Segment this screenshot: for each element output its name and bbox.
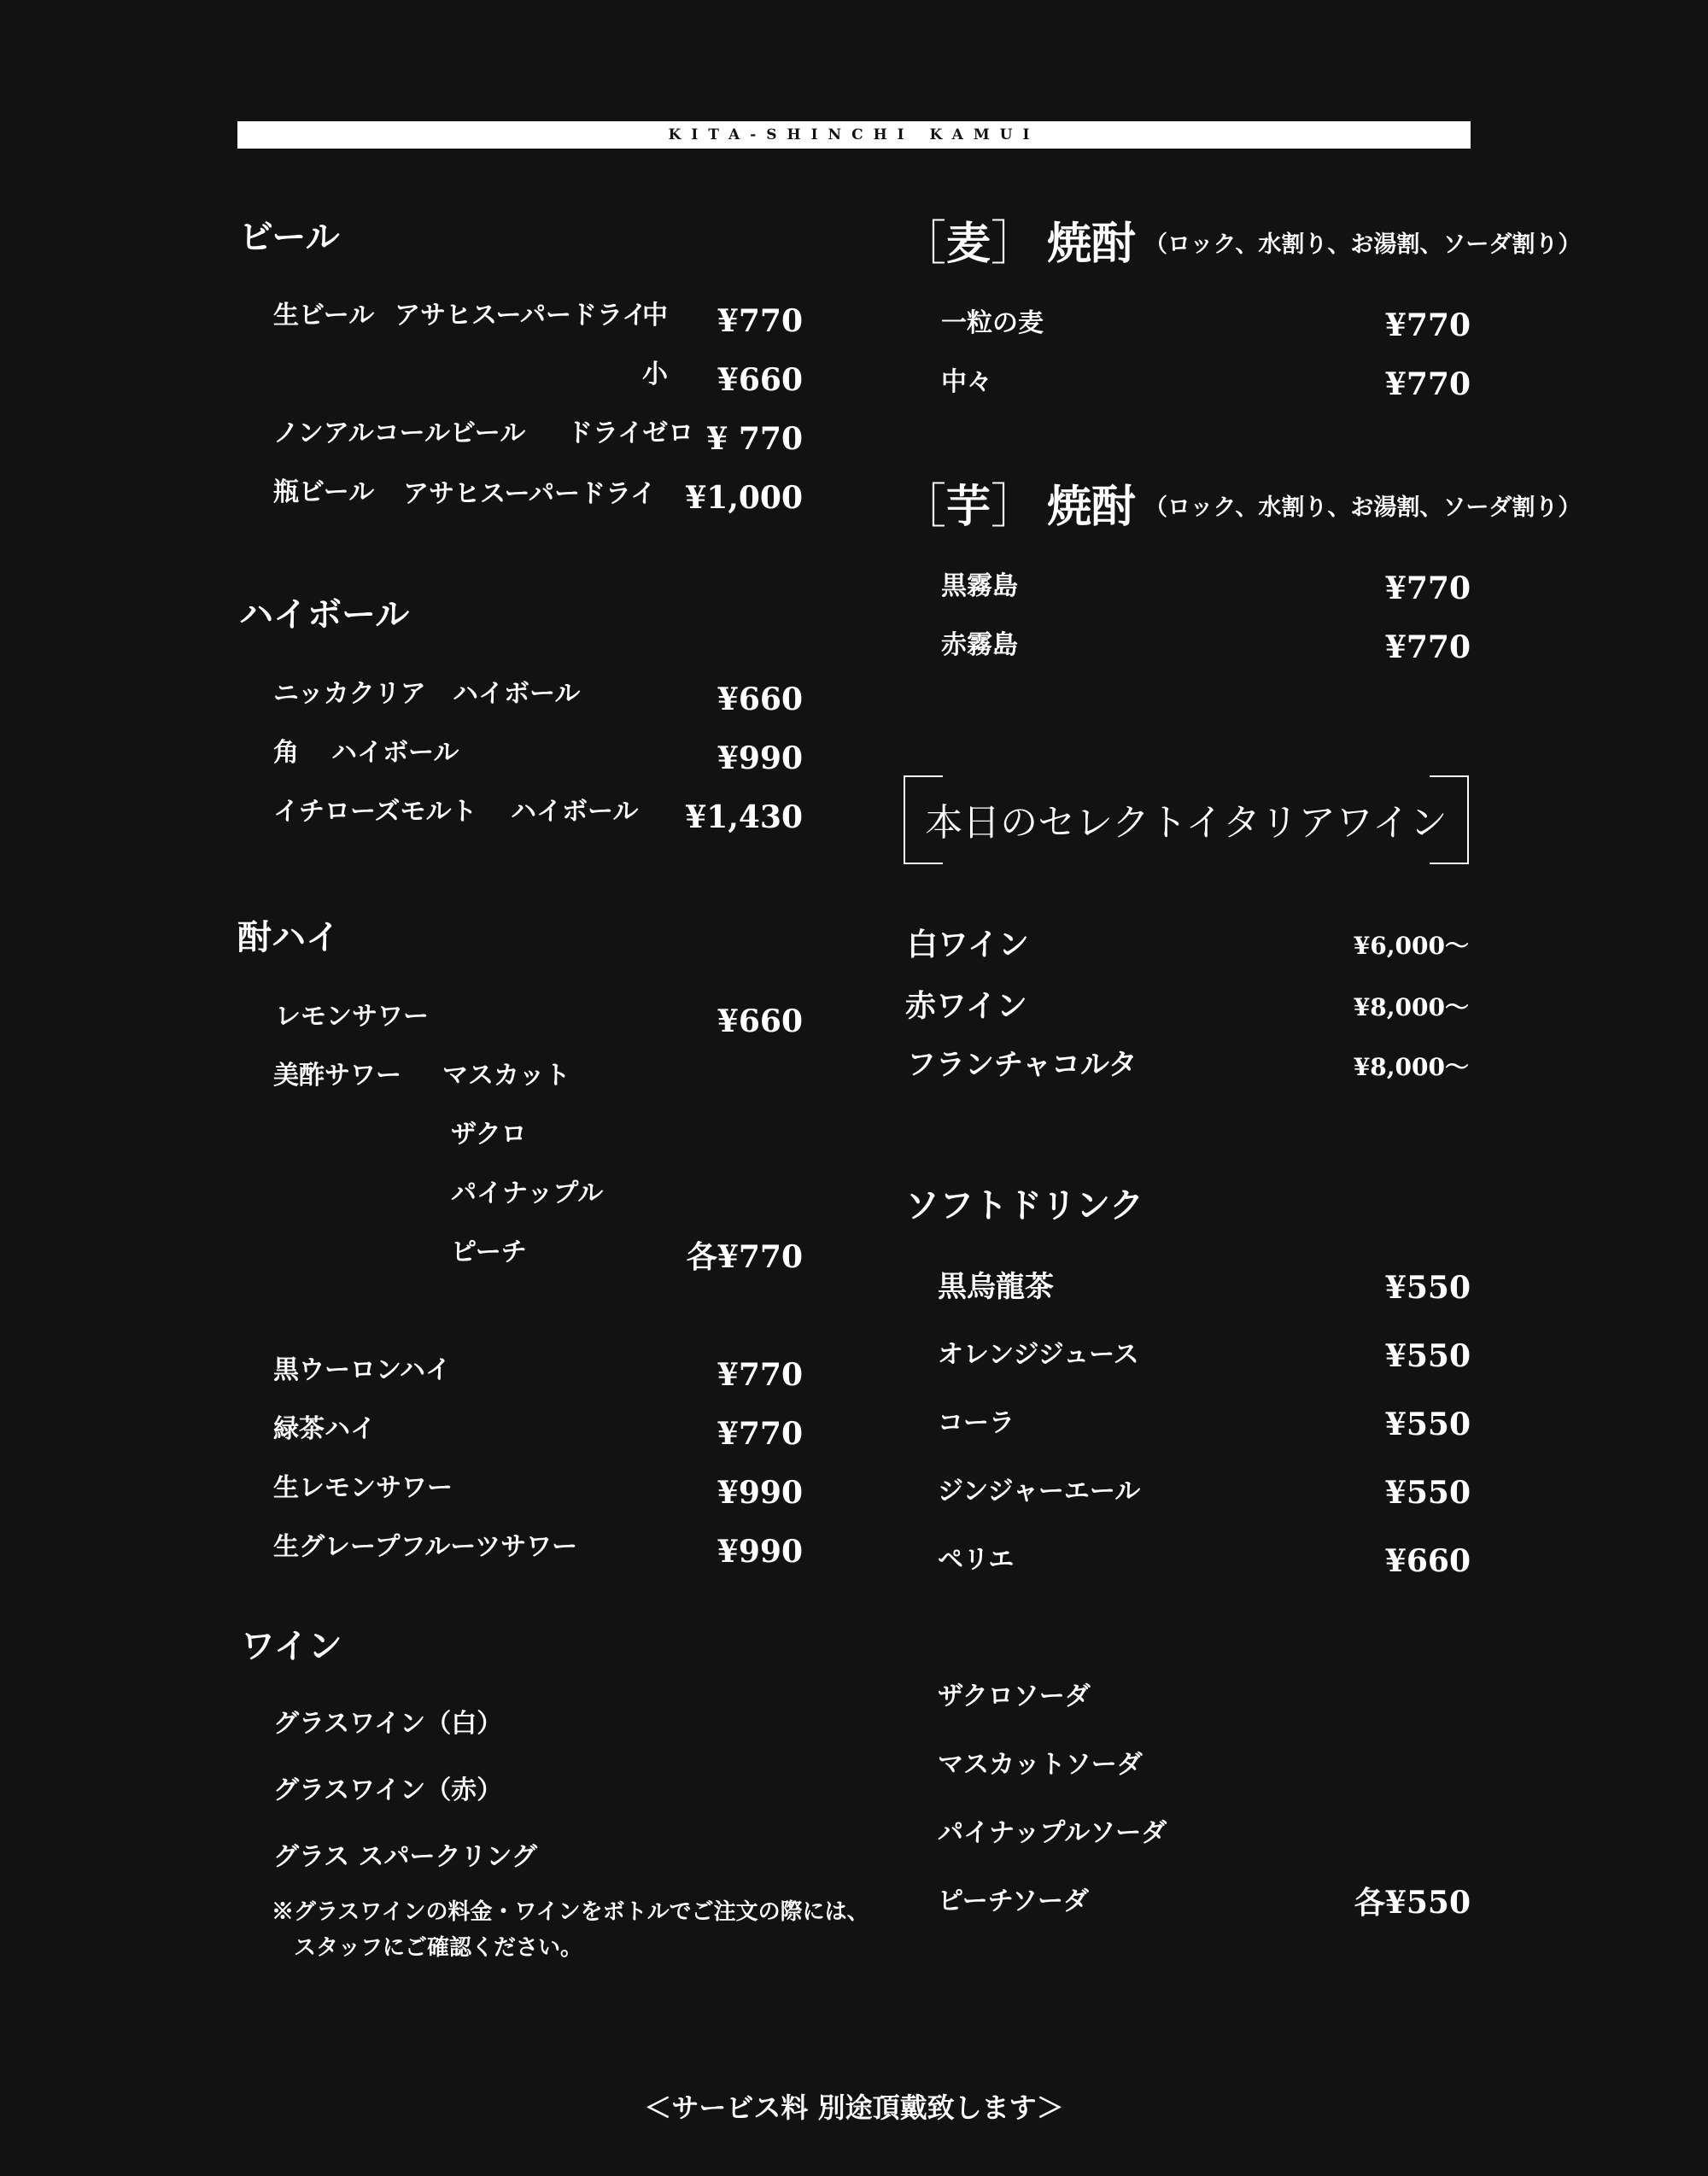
- bracket-open: ［: [898, 216, 946, 272]
- beer-size-medium: 中: [642, 301, 668, 330]
- wine-item: グラス スパークリング: [273, 1842, 537, 1872]
- category-chuhai: 酎ハイ: [237, 917, 340, 957]
- category-imo-shochu: [898, 479, 1582, 535]
- chuhai-lemon-price: ¥660: [717, 1003, 803, 1039]
- soft-item-name: ジンジャーエール: [938, 1477, 1141, 1506]
- imo-item-name: 赤霧島: [941, 630, 1018, 660]
- soft-item-name: コーラ: [938, 1408, 1015, 1438]
- chuhai-bisu-name: 美酢サワー: [273, 1061, 401, 1091]
- shochu-serving-note: （ロック、水割り、お湯割、ソーダ割り）: [1144, 494, 1582, 521]
- category-highball: ハイボール: [239, 594, 410, 635]
- chuhai-bisu-flavor: パイナップル: [451, 1179, 604, 1208]
- mugi-item-price: ¥770: [1384, 366, 1471, 402]
- beer-nonalcohol-price: ¥ 770: [706, 421, 803, 457]
- italian-wine-price: ¥8,000～: [1353, 1053, 1469, 1081]
- chuhai-bisu-flavor: ザクロ: [451, 1120, 527, 1149]
- mugi-item-name: 中々: [941, 367, 992, 397]
- imo-item-price: ¥770: [1384, 629, 1471, 665]
- bracket-close: ］: [991, 216, 1039, 272]
- beer-draft-name: 生ビール: [273, 301, 375, 330]
- highball-item-sub: ハイボール: [453, 679, 581, 709]
- mugi-item-price: ¥770: [1384, 307, 1471, 343]
- italian-wine-item: 白ワイン: [907, 927, 1029, 962]
- shochu-title: 焼酎: [1047, 481, 1137, 533]
- italian-wine-price: ¥6,000～: [1353, 932, 1469, 960]
- italian-wine-frame: [904, 775, 1469, 863]
- highball-item-name: イチローズモルト: [273, 797, 477, 827]
- chuhai-item-name: 緑茶ハイ: [273, 1414, 376, 1444]
- imo-item-name: 黒霧島: [941, 571, 1018, 601]
- highball-item-sub: ハイボール: [331, 738, 459, 768]
- shochu-type: 麦: [946, 218, 991, 270]
- italian-wine-item: 赤ワイン: [905, 988, 1027, 1024]
- italian-wine-item: フランチャコルタ: [907, 1048, 1138, 1082]
- chuhai-item-name: 黒ウーロンハイ: [273, 1355, 451, 1385]
- beer-nonalcohol-name: ノンアルコールビール: [273, 418, 526, 448]
- shochu-title: 焼酎: [1047, 218, 1137, 270]
- beer-bottle-price: ¥1,000: [685, 480, 803, 516]
- soft-item-price: ¥550: [1384, 1270, 1471, 1306]
- chuhai-bisu-flavor: マスカット: [442, 1061, 570, 1091]
- soft-item-price: ¥660: [1384, 1543, 1471, 1579]
- highball-item-price: ¥990: [717, 740, 803, 776]
- highball-item-price: ¥1,430: [685, 799, 803, 835]
- chuhai-bisu-flavor: ピーチ: [451, 1237, 527, 1267]
- beer-nonalcohol-brand: ドライゼロ: [567, 418, 694, 448]
- brand-banner: KITA-SHINCHI KAMUI: [237, 121, 1471, 149]
- chuhai-lemon-name: レモンサワー: [275, 1002, 429, 1032]
- bracket-close: ］: [991, 479, 1039, 535]
- soft-item-name: 黒烏龍茶: [938, 1270, 1054, 1304]
- soft-item-name: ペリエ: [938, 1545, 1015, 1575]
- soft-item-price: ¥550: [1384, 1338, 1471, 1374]
- beer-bottle-name: 瓶ビール: [273, 477, 375, 507]
- highball-item-name: ニッカクリア: [273, 679, 426, 709]
- mugi-item-name: 一粒の麦: [941, 308, 1044, 338]
- wine-note-line2: スタッフにご確認ください。: [294, 1935, 583, 1961]
- beer-price-small: ¥660: [717, 362, 803, 398]
- highball-item-price: ¥660: [717, 681, 803, 717]
- soft-item-price: ¥550: [1384, 1475, 1471, 1511]
- beer-bottle-brand: アサヒスーパードライ: [403, 479, 657, 509]
- chuhai-item-name: 生グレープフルーツサワー: [273, 1532, 578, 1562]
- soft-item-name: オレンジジュース: [938, 1340, 1139, 1370]
- beer-size-small: 小: [642, 360, 668, 389]
- soft-item-price: ¥550: [1384, 1407, 1471, 1442]
- soda-item: マスカットソーダ: [938, 1750, 1143, 1780]
- soda-item: ザクロソーダ: [938, 1682, 1091, 1711]
- italian-wine-title: 本日のセレクトイタリアワイン: [925, 801, 1448, 845]
- italian-wine-price: ¥8,000～: [1353, 993, 1469, 1021]
- highball-item-name: 角: [273, 738, 299, 768]
- beer-price-medium: ¥770: [717, 303, 803, 339]
- shochu-serving-note: （ロック、水割り、お湯割、ソーダ割り）: [1144, 231, 1582, 258]
- bracket-open: ［: [898, 479, 946, 535]
- chuhai-item-price: ¥770: [717, 1357, 803, 1393]
- chuhai-item-price: ¥990: [717, 1534, 803, 1570]
- beer-draft-brand: アサヒスーパードライ: [395, 301, 648, 330]
- chuhai-item-price: ¥770: [717, 1416, 803, 1452]
- soda-item: ピーチソーダ: [938, 1886, 1089, 1916]
- soda-price: 各¥550: [1354, 1885, 1471, 1921]
- wine-item: グラスワイン（白）: [273, 1709, 503, 1739]
- category-beer: ビール: [239, 217, 340, 257]
- service-charge-note: ＜サービス料 別途頂戴致します＞: [644, 2091, 1064, 2124]
- soda-item: パイナップルソーダ: [938, 1818, 1167, 1848]
- category-soft-drinks: ソフトドリンク: [905, 1185, 1144, 1225]
- wine-note-line1: ※グラスワインの料金・ワインをボトルでご注文の際には、: [272, 1899, 869, 1925]
- chuhai-bisu-price: 各¥770: [686, 1239, 803, 1275]
- chuhai-item-price: ¥990: [717, 1475, 803, 1511]
- imo-item-price: ¥770: [1384, 570, 1471, 606]
- highball-item-sub: ハイボール: [511, 797, 639, 827]
- category-wine: ワイン: [241, 1626, 342, 1666]
- wine-item: グラスワイン（赤）: [273, 1775, 503, 1805]
- shochu-type: 芋: [946, 481, 991, 533]
- chuhai-item-name: 生レモンサワー: [273, 1473, 453, 1503]
- category-mugi-shochu: [898, 216, 1582, 272]
